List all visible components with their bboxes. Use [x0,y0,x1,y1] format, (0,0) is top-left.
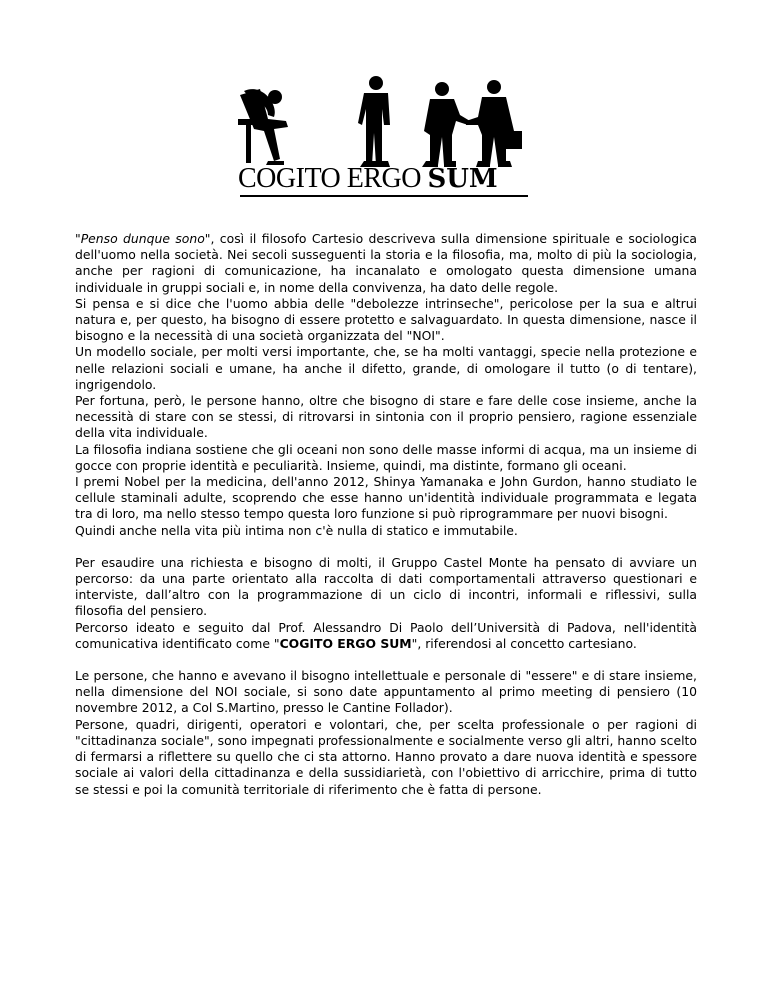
paragraph: I premi Nobel per la medicina, dell'anno 2012, Shinya Yamanaka e John Gurdon, hanno studiato le cellule staminali adulte, scoprendo che esse hanno un'identità individuale programmata e legata tra di loro, ma nello stesso tempo questa loro funzione si può riprogrammare per nuovi bisogni. [75,474,697,522]
logo-text-bold: SUM [427,164,498,194]
paragraph-text: Percorso ideato e seguito dal Prof. Alessandro Di Paolo dell’Università di Padova, nell'identità comunicativa identificato come " [75,619,697,651]
logo-wordmark [238,165,528,193]
logo-underline [240,195,528,197]
thinker-silhouettes-icon [238,75,528,167]
paragraph-tail: ", riferendosi al concetto cartesiano. [411,635,637,651]
paragraph: Per esaudire una richiesta e bisogno di molti, il Gruppo Castel Monte ha pensato di avviare un percorso: da una parte orientato alla raccolta di dati comportamentali attraverso questionari e interviste, dall’altro con la programmazione di un ciclo di incontri, informali e riflessivi, sulla filosofia del pensiero. [75,554,697,619]
paragraph: Persone, quadri, dirigenti, operatori e volontari, che, per scelta professionale o per ragioni di "cittadinanza sociale", sono impegnati professionalmente e socialmente verso gli altri, hanno scelto di fermarsi a riflettere su quello che ci sta attorno. Hanno provato a dare nuova identità e spessore sociale ai valori della cittadinanza e della sussidiarietà, con l'obiettivo di arricchire, prima di tutto se stessi e poi la comunità territoriale di riferimento che è fatta di persone. [75,716,697,797]
paragraph: Le persone, che hanno e avevano il bisogno intellettuale e personale di "essere" e di stare insieme, nella dimensione del NOI sociale, si sono date appuntamento al primo meeting di pensiero (10 novembre 2012, a Col S.Martino, presso le Cantine Follador). [75,668,697,716]
paragraph: La filosofia indiana sostiene che gli oceani non sono delle masse informi di acqua, ma un insieme di gocce con proprie identità e peculiarità. Insieme, quindi, ma distinte, formano gli oceani. [75,441,697,473]
cogito-ergo-sum-bold: COGITO ERGO SUM [279,635,412,651]
article-body [75,231,697,798]
logo-text-regular: COGITO ERGO [238,163,428,194]
paragraph: Si pensa e si dice che l'uomo abbia delle "debolezze intrinseche", pericolose per la sua e altrui natura e, per questo, ha bisogno di essere protetto e salvaguardato. In questa dimensione, nasce il bisogno e la necessità di una società organizzata del "NOI". [75,295,697,344]
paragraph-text: , così il filosofo Cartesio descriveva sulla dimensione spirituale e sociologica dell'uomo nella società. Nei secoli susseguenti la storia e la filosofia, ma, molto di più la sociologia, anche per ragioni di comunicazione, ha incanalato e omologato questa dimensione umana individuale in gruppi sociali e, in nome della convivenza, ha dato delle regole. [75,231,697,295]
paragraph: Un modello sociale, per molti versi importante, che, se ha molti vantaggi, specie nella protezione e nelle relazioni sociali e umane, ha anche il difetto, grande, di omologare il tutto (o di tentare), ingrigendolo. [75,344,697,392]
paragraph: Per fortuna, però, le persone hanno, oltre che bisogno di stare e fare delle cose insieme, anche la necessità di stare con se stessi, di ritrovarsi in sintonia con il proprio pensiero, ragione essenziale della vita individuale. [75,393,697,441]
cogito-ergo-sum-logo [238,75,528,195]
paragraph: Quindi anche nella vita più intima non c'è nulla di statico e immutabile. [75,522,518,538]
paragraph [75,620,697,652]
paragraph [75,231,697,296]
quote-italic: "Penso dunque sono" [75,231,211,246]
